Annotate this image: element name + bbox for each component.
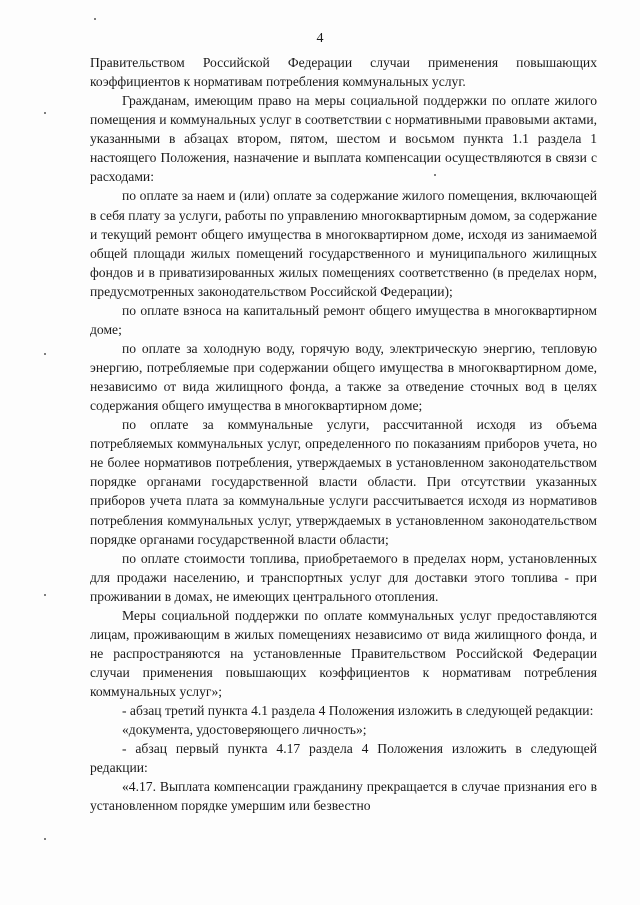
scan-speck: [44, 594, 46, 596]
scan-speck: [434, 174, 436, 176]
paragraph-support-measures: Меры социальной поддержки по оплате коммунальных услуг предоставляются лицам, проживающим в жилых помещениях независимо от вида жилищного фонда, и не распространяются на установленные Правительством Российской Федерации случаи применения повышающих коэффициентов к нормативам потребления коммунальных услуг»;: [90, 607, 597, 700]
scan-speck: [44, 112, 46, 114]
paragraph-metered-utilities: по оплате за коммунальные услуги, рассчитанной исходя из объема потребляемых коммунальных услуг, определенного по показаниям приборов учета, но не более нормативов потребления, утверждаемых в установленном законодательством порядке органами государственной власти области. При отсутствии указанных приборов учета плата за коммунальные услуги рассчитывается исходя из нормативов потребления коммунальных услуг, утверждаемых в установленном законодательством порядке органами государственной власти области;: [90, 417, 597, 547]
scan-speck: [44, 838, 46, 840]
paragraph-compensation-intro: Гражданам, имеющим право на меры социальной поддержки по оплате жилого помещения и коммунальных услуг в соответствии с нормативными правовыми актами, указанными в абзацах втором, пятом, шестом и восьмом пункта 1.1 раздела 1 настоящего Положения, назначение и выплата компенсации осуществляются в связи с расходами:: [90, 93, 597, 185]
paragraph-housing-payment: по оплате за наем и (или) оплате за содержание жилого помещения, включающей в себя плату за услуги, работы по управлению многоквартирным домом, за содержание и текущий ремонт общего имущества в многоквартирном доме, исходя из занимаемой общей площади жилых помещений государственного и муниципального жилищных фондов и в приватизированных жилых помещениях соответственно (в пределах норм, предусмотренных законодательством Российской Федерации);: [90, 188, 597, 299]
paragraph-amendment-4-17: - абзац первый пункта 4.17 раздела 4 Положения изложить в следующей редакции:: [90, 741, 597, 776]
scan-speck: [44, 353, 46, 355]
paragraph-continuation: Правительством Российской Федерации случаи применения повышающих коэффициентов к нормативам потребления коммунальных услуг.: [90, 55, 597, 90]
paragraph-common-property-utilities: по оплате за холодную воду, горячую воду, электрическую энергию, тепловую энергию, потребляемые при содержании общего имущества в многоквартирном доме, независимо от вида жилищного фонда, а также за отведение сточных вод в целях содержания общего имущества в многоквартирном доме;: [90, 340, 597, 414]
paragraph-capital-repair: по оплате взноса на капитальный ремонт общего имущества в многоквартирном доме;: [90, 302, 597, 337]
paragraph-identity-document: «документа, удостоверяющего личность»;: [122, 722, 367, 738]
paragraph-amendment-4-1: - абзац третий пункта 4.1 раздела 4 Положения изложить в следующей редакции:: [122, 703, 594, 719]
page-number: 4: [316, 31, 324, 46]
scan-speck: [94, 18, 96, 20]
paragraph-fuel-cost: по оплате стоимости топлива, приобретаемого в пределах норм, установленных для продажи населению, и транспортных услуг для доставки этого топлива - при проживании в домах, не имеющих центрального отопления.: [90, 550, 597, 604]
paragraph-compensation-termination: «4.17. Выплата компенсации гражданину прекращается в случае признания его в установленном порядке умершим или безвестно: [90, 779, 597, 814]
document-body: [90, 53, 597, 816]
